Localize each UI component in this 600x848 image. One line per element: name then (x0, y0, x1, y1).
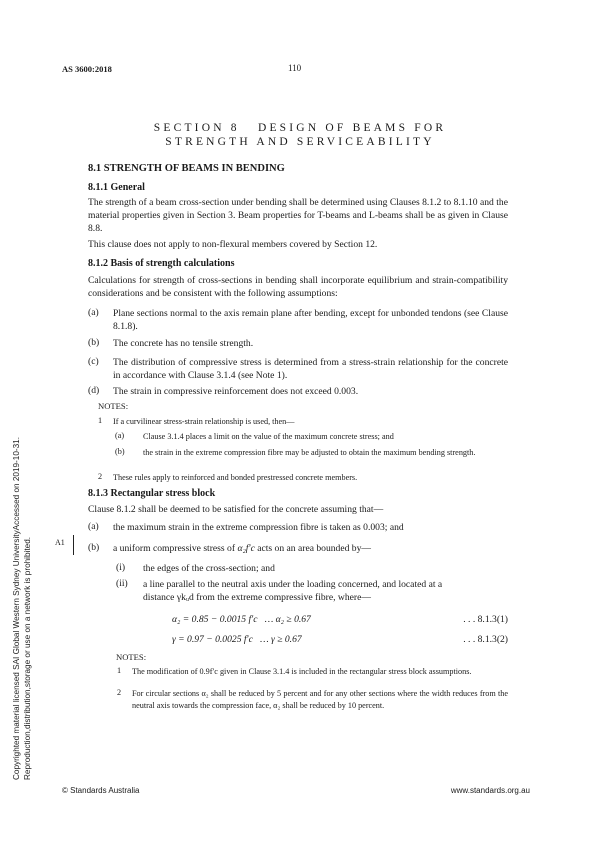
note-sub-text-a: Clause 3.1.4 places a limit on the value of the maximum concrete stress; and (143, 432, 394, 441)
list-label-b: (b) (88, 542, 100, 553)
paragraph-8-1-1-scope: This clause does not apply to non-flexural members covered by Section 12. (88, 239, 378, 250)
alpha2-fc-symbol: α₂f′c (237, 543, 255, 554)
note-number: 2 (117, 688, 122, 697)
sub-item-label-i: (i) (116, 562, 126, 573)
section-title-line1: SECTION 8 DESIGN OF BEAMS FOR (153, 122, 447, 134)
note-number: 2 (98, 472, 103, 481)
equation-number-2: . . . 8.1.3(2) (463, 634, 508, 645)
footer-website: www.standards.org.au (450, 786, 530, 795)
list-label-a: (a) (88, 521, 99, 532)
standard-number: AS 3600:2018 (62, 64, 112, 74)
heading-8-1-2: 8.1.2 Basis of strength calculations (88, 258, 235, 269)
note-text: These rules apply to reinforced and bonded prestressed concrete members. (113, 473, 358, 482)
sub-item-ii-line2: distance γkᵤd from the extreme compressive fibre, where— (143, 592, 371, 603)
copyright-sidebar (12, 437, 33, 780)
sub-item-ii-line1: a line parallel to the neutral axis under the loading concerned, and located at a (143, 579, 443, 590)
item-b-text-start: a uniform compressive stress of (113, 543, 238, 554)
heading-8-1: 8.1 STRENGTH OF BEAMS IN BENDING (88, 163, 285, 174)
note-number: 1 (98, 416, 103, 425)
amendment-bar (73, 535, 74, 555)
list-item-a: the maximum strain in the extreme compression fibre is taken as 0.003; and (113, 522, 404, 533)
list-item-d: The strain in compressive reinforcement does not exceed 0.003. (113, 386, 359, 397)
equation-gamma: γ = 0.97 − 0.0025 f′c … γ ≥ 0.67 (172, 634, 302, 645)
note-text: If a curvilinear stress-strain relationship is used, then— (113, 417, 295, 426)
paragraph-8-1-3: Clause 8.1.2 shall be deemed to be satisfied for the concrete assuming that— (88, 504, 384, 515)
sub-item-i: the edges of the cross-section; and (143, 563, 275, 574)
section-title-line2: STRENGTH AND SERVICEABILITY (165, 136, 435, 148)
item-b-text-end: acts on an area bounded by— (254, 543, 371, 554)
equation-number-1: . . . 8.1.3(1) (463, 614, 508, 625)
paragraph-8-1-1: The strength of a beam cross-section under bending shall be determined using Clauses 8.1.2 to 8.1.10 and the material properties given in Section 3. Beam properties for T-beams and L-beams shall be as given in Clause 8.8. (88, 197, 508, 235)
heading-8-1-1: 8.1.1 General (88, 182, 145, 193)
amendment-marker: A1 (55, 538, 65, 547)
sub-item-label-ii: (ii) (116, 578, 128, 589)
note-sub-label-a: (a) (115, 431, 125, 440)
list-item-b (113, 542, 508, 555)
list-label-d: (d) (88, 385, 100, 396)
page-number: 110 (288, 63, 302, 73)
footer-copyright: © Standards Australia (62, 786, 140, 795)
copyright-line1: Copyrighted material licensed SAI Global Western Sydney UniversityAccessed on 2019-10-31. (12, 437, 21, 780)
note-number: 1 (117, 666, 122, 675)
list-item-b: The concrete has no tensile strength. (113, 338, 254, 349)
list-item-c: The distribution of compressive stress is determined from a stress-strain relationship for the concrete in accordance with Clause 3.1.4 (see Note 1). (113, 357, 508, 382)
list-label-b: (b) (88, 337, 100, 348)
note-sub-label-b: (b) (115, 447, 125, 456)
equation-alpha2: α₂ = 0.85 − 0.0015 f′c … α₂ ≥ 0.67 (172, 614, 311, 625)
note-text: The modification of 0.9f′c given in Clause 3.1.4 is included in the rectangular stress block assumptions. (132, 667, 472, 676)
notes-label: NOTES: (98, 401, 129, 411)
list-item-a: Plane sections normal to the axis remain plane after bending, except for unbonded tendons (see Clause 8.1.8). (113, 308, 508, 333)
list-label-a: (a) (88, 307, 99, 318)
note-sub-text-b: the strain in the extreme compression fibre may be adjusted to obtain the maximum bending strength. (143, 448, 476, 457)
note-text: For circular sections α₂ shall be reduced by 5 percent and for any other sections where the width reduces from the neutral axis towards the compression face, α₂ shall be reduced by 10 percent. (132, 689, 508, 710)
copyright-line2: Reproduction,distribution,storage or use on a network is prohibited. (22, 536, 32, 780)
list-label-c: (c) (88, 356, 99, 367)
paragraph-8-1-2: Calculations for strength of cross-sections in bending shall incorporate equilibrium and strain-compatibility considerations and be consistent with the following assumptions: (88, 275, 508, 300)
heading-8-1-3: 8.1.3 Rectangular stress block (88, 488, 216, 499)
notes-label: NOTES: (116, 652, 147, 662)
